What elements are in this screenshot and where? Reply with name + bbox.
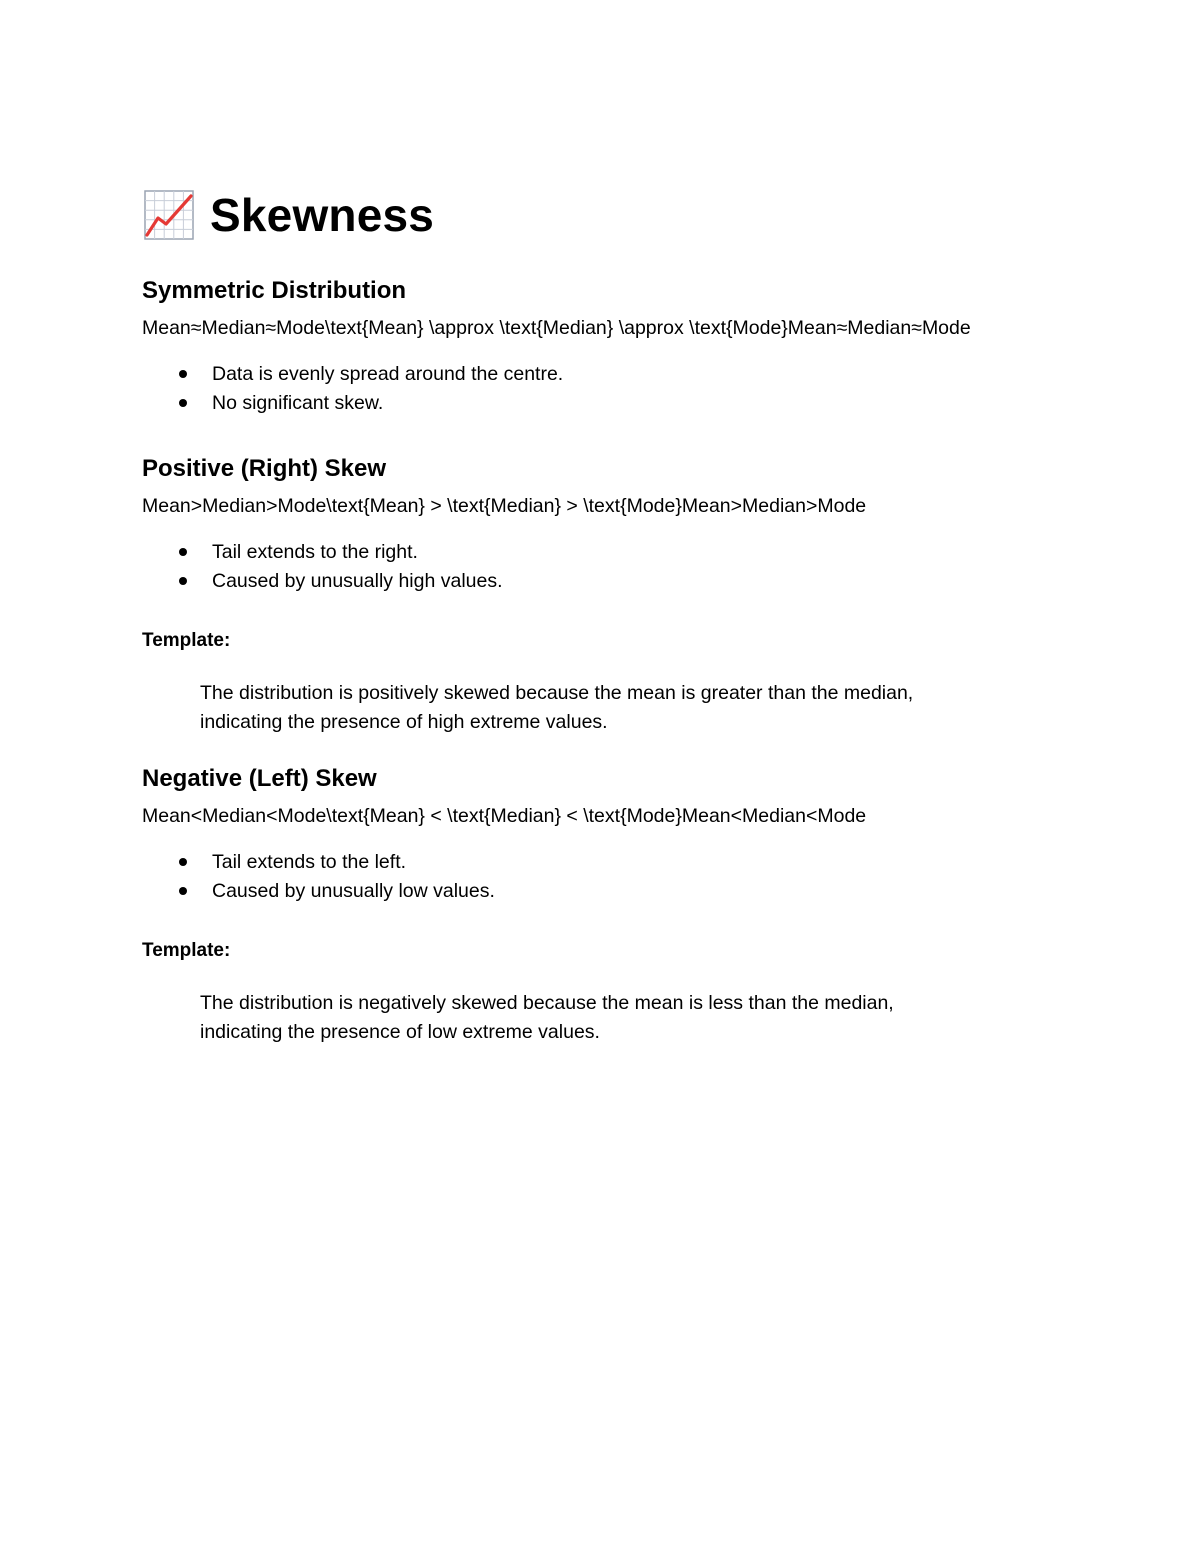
bullet-icon	[179, 399, 187, 407]
list-item	[142, 538, 1102, 567]
bullet-list	[142, 360, 1102, 417]
bullet-icon	[179, 370, 187, 378]
list-item	[142, 877, 1102, 906]
list-item	[142, 567, 1102, 596]
quote-line: The distribution is positively skewed because the mean is greater than the median,	[200, 682, 914, 704]
quote-line: indicating the presence of high extreme values.	[200, 710, 608, 733]
section-heading: Negative (Left) Skew	[142, 765, 377, 792]
section-heading: Positive (Right) Skew	[142, 455, 387, 482]
formula-text: Mean≈Median≈Mode\text{Mean} \approx \text{Median} \approx \text{Mode}Mean≈Median≈Mode	[142, 317, 971, 339]
section-symmetric	[142, 276, 1102, 417]
bullet-icon	[179, 887, 187, 895]
formula-text: Mean>Median>Mode\text{Mean} > \text{Median} > \text{Mode}Mean>Median>Mode	[142, 495, 867, 517]
list-item-text: Caused by unusually high values.	[212, 569, 503, 592]
page-title: Skewness	[210, 189, 435, 241]
formula-text: Mean<Median<Mode\text{Mean} < \text{Median} < \text{Mode}Mean<Median<Mode	[142, 805, 867, 827]
section-heading: Symmetric Distribution	[142, 277, 407, 304]
bullet-list	[142, 538, 1102, 595]
section-negative-skew	[142, 764, 1102, 905]
title-row	[142, 186, 434, 244]
list-item-text: No significant skew.	[212, 391, 384, 414]
template-label: Template:	[142, 630, 231, 651]
list-item-text: Tail extends to the right.	[212, 541, 418, 563]
quote-line: indicating the presence of low extreme values.	[200, 1020, 600, 1043]
bullet-icon	[179, 577, 187, 585]
bullet-icon	[179, 858, 187, 866]
chart-increasing-icon	[142, 188, 196, 242]
quote-line: The distribution is negatively skewed because the mean is less than the median,	[200, 992, 894, 1014]
list-item-text: Caused by unusually low values.	[212, 879, 495, 902]
template-quote	[200, 679, 1080, 736]
list-item	[142, 848, 1102, 877]
list-item	[142, 360, 1102, 389]
bullet-icon	[179, 548, 187, 556]
list-item	[142, 389, 1102, 418]
section-positive-skew	[142, 454, 1102, 595]
list-item-text: Data is evenly spread around the centre.	[212, 363, 564, 385]
list-item-text: Tail extends to the left.	[212, 851, 407, 873]
template-label: Template:	[142, 940, 231, 961]
template-quote	[200, 989, 1080, 1046]
bullet-list	[142, 848, 1102, 905]
